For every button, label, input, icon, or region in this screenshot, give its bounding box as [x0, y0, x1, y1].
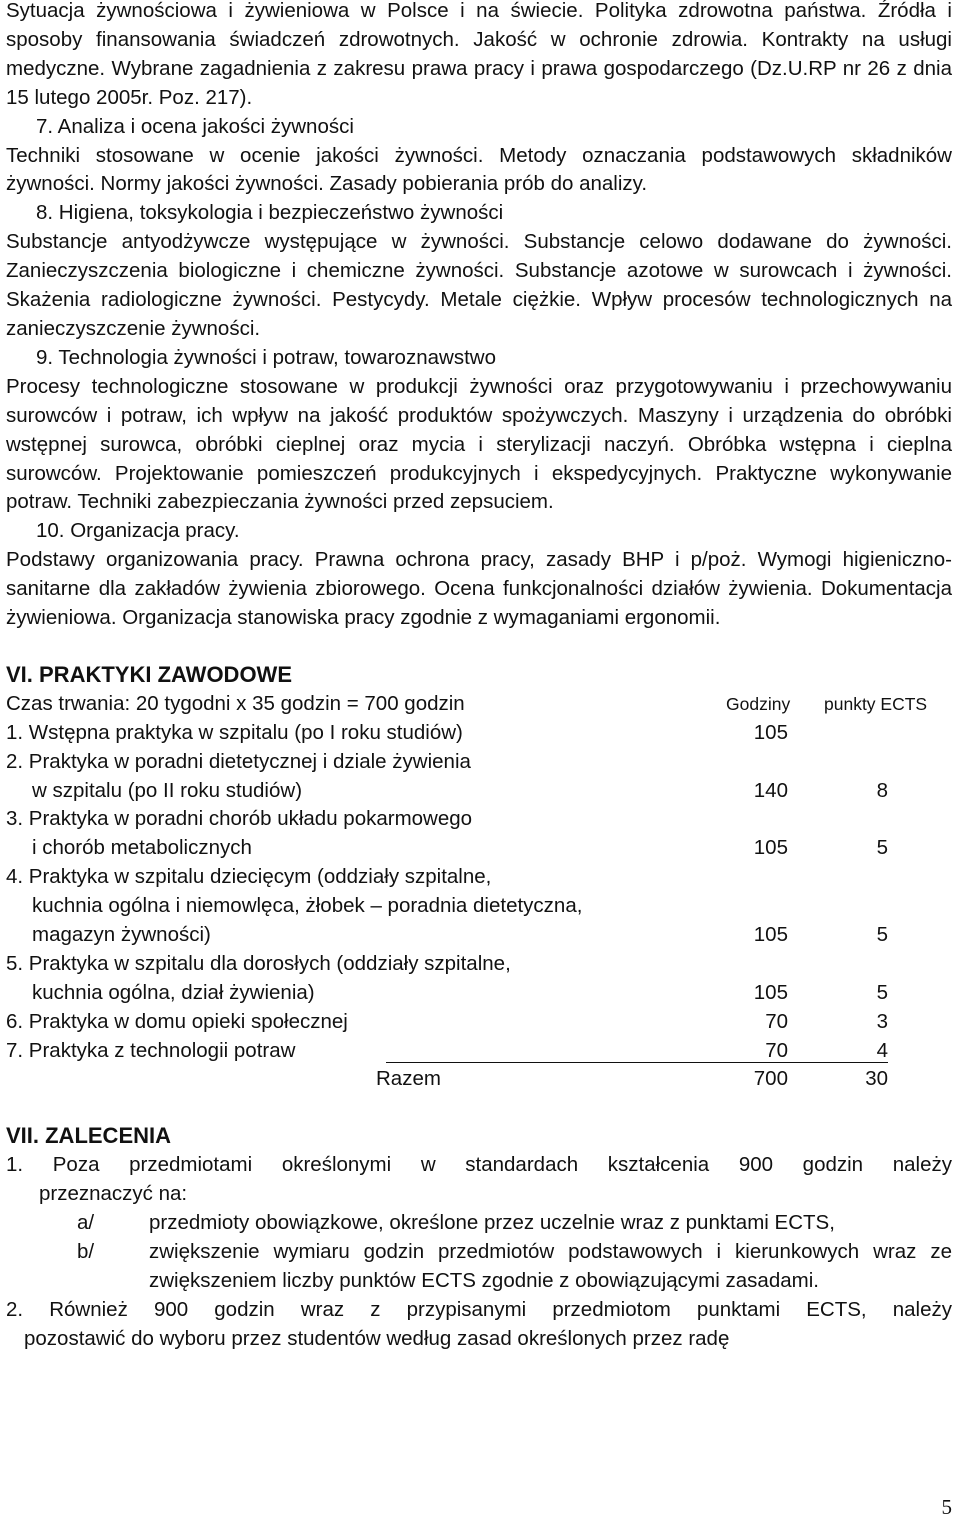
rec-2-lead: 2. Również 900 godzin wraz z przypisanymi przedmiotom punktami ECTS, należy: [6, 1297, 952, 1321]
practice-hours: 105: [753, 836, 788, 860]
practice-row-cont: [6, 892, 952, 921]
section-10-title: 10. Organizacja pracy.: [36, 519, 240, 543]
practice-row: [6, 1008, 952, 1037]
practice-row: [6, 950, 952, 979]
practice-label-cont: w szpitalu (po II roku studiów): [32, 778, 303, 802]
practice-label-cont: magazyn żywności): [32, 922, 211, 946]
practice-hours: 105: [753, 720, 788, 744]
recommendations-heading: VII. ZALECENIA: [6, 1123, 172, 1149]
practice-hours: 70: [765, 1009, 788, 1033]
section-9-body: Procesy technologiczne stosowane w produkcji żywności oraz przygotowywaniu i przechowywaniu surowców i potraw, ich wpływ na jakość produktów spożywczych. Maszyny i urządzenia do obróbki wstępnej surowca, obróbki cieplnej oraz mycia i sterylizacji naczyń. Obróbka wstępna i cieplna surowców. Projektowanie pomieszczeń produkcyjnych i ekspedycyjnych. Praktyczne wykonywanie potraw. Techniki zabezpieczania żywności przed zepsuciem.: [6, 374, 952, 514]
rec-1-b-key: b/: [77, 1239, 95, 1263]
practice-heading: VI. PRAKTYKI ZAWODOWE: [6, 661, 292, 687]
practice-label: 5. Praktyka w szpitalu dla dorosłych (oddziały szpitalne,: [6, 951, 511, 975]
practice-label-cont: kuchnia ogólna, dział żywienia): [32, 980, 315, 1004]
practice-ects: 5: [876, 836, 888, 860]
practice-label: 2. Praktyka w poradni dietetycznej i dziale żywienia: [6, 749, 471, 773]
practice-duration: Czas trwania: 20 tygodni x 35 godzin = 700 godzin: [6, 691, 465, 715]
rec-1-b: [6, 1238, 952, 1296]
practice-ects: 3: [876, 1009, 888, 1033]
section-8-title: 8. Higiena, toksykologia i bezpieczeństwo żywności: [36, 201, 504, 225]
rec-1-a-key: a/: [77, 1211, 95, 1235]
practice-hours: 105: [753, 922, 788, 946]
practice-hours: 70: [765, 1038, 788, 1062]
practice-hours: 140: [753, 778, 788, 802]
practice-row-cont: [6, 921, 952, 950]
practice-row: [6, 748, 952, 777]
column-ects-header: punkty ECTS: [824, 693, 928, 714]
practice-row: [6, 719, 952, 748]
total-label: Razem: [376, 1067, 441, 1091]
practice-label: 3. Praktyka w poradni chorób układu pokarmowego: [6, 807, 473, 831]
rec-2-cont: pozostawić do wyboru przez studentów według zasad określonych przez radę: [24, 1326, 730, 1350]
intro-paragraph: Sytuacja żywnościowa i żywieniowa w Polsce i na świecie. Polityka zdrowotna państwa. Źródła i sposoby finansowania świadczeń zdrowotnych. Jakość w ochronie zdrowia. Kontrakty na usługi medyczne. Wybrane zagadnienia z zakresu prawa pracy i prawa gospodarczego (Dz.U.RP nr 26 z dnia 15 lutego 2005r. Poz. 217).: [6, 0, 952, 109]
rec-1-a: [6, 1209, 952, 1238]
practice-row: [6, 863, 952, 892]
practice-ects: 5: [876, 980, 888, 1004]
practice-row: [6, 1037, 952, 1066]
section-7-title: 7. Analiza i ocena jakości żywności: [36, 114, 354, 138]
recommendations-list: [6, 1151, 952, 1353]
practice-ects: 4: [876, 1038, 888, 1062]
rec-1-cont: przeznaczyć na:: [39, 1182, 188, 1206]
practice-label: 4. Praktyka w szpitalu dziecięcym (oddziały szpitalne,: [6, 865, 492, 889]
rec-1-lead: 1. Poza przedmiotami określonymi w standardach kształcenia 900 godzin należy: [6, 1153, 952, 1177]
total-hours: 700: [753, 1067, 788, 1091]
sum-underline: [386, 1062, 888, 1063]
total-ects: 30: [865, 1067, 888, 1091]
practice-table: [6, 690, 952, 1094]
practice-label: 1. Wstępna praktyka w szpitalu (po I roku studiów): [6, 720, 463, 744]
section-10-body: Podstawy organizowania pracy. Prawna ochrona pracy, zasady BHP i p/poż. Wymogi higieniczno-sanitarne dla zakładów żywienia zbiorowego. Ocena funkcjonalności działów żywienia. Dokumentacja żywieniowa. Organizacja stanowiska pracy zgodnie z wymaganiami ergonomii.: [6, 548, 952, 630]
practice-label: 7. Praktyka z technologii potraw: [6, 1038, 296, 1062]
practice-label: 6. Praktyka w domu opieki społecznej: [6, 1009, 348, 1033]
document-page: [6, 0, 952, 1354]
section-9-title: 9. Technologia żywności i potraw, towaroznawstwo: [36, 345, 496, 369]
section-8-body: Substancje antyodżywcze występujące w żywności. Substancje celowo dodawane do żywności. Zanieczyszczenia biologiczne i chemiczne żywności. Substancje azotowe w surowcach i żywności. Skażenia radiologiczne żywności. Pestycydy. Metale ciężkie. Wpływ procesów technologicznych na zanieczyszczenie żywności.: [6, 230, 952, 340]
rec-1-a-text: przedmioty obowiązkowe, określone przez uczelnie wraz z punktami ECTS,: [149, 1211, 835, 1235]
rec-1-b-text: zwiększenie wymiaru godzin przedmiotów podstawowych i kierunkowych wraz ze zwiększeniem liczby punktów ECTS zgodnie z obowiązującymi zasadami.: [149, 1239, 952, 1292]
page-number: 5: [941, 1495, 952, 1520]
column-hours-header: Godziny: [726, 693, 791, 714]
practice-row: [6, 805, 952, 834]
section-7-body: Techniki stosowane w ocenie jakości żywności. Metody oznaczania podstawowych składników żywności. Normy jakości żywności. Zasady pobierania prób do analizy.: [6, 143, 952, 196]
practice-ects: 8: [876, 778, 888, 802]
practice-total-row: [6, 1065, 952, 1094]
practice-row-cont: [6, 777, 952, 806]
practice-ects: 5: [876, 922, 888, 946]
practice-row-cont: [6, 979, 952, 1008]
practice-row-cont: [6, 834, 952, 863]
practice-hours: 105: [753, 980, 788, 1004]
practice-label-cont: kuchnia ogólna i niemowlęca, żłobek – poradnia dietetyczna,: [32, 894, 583, 918]
practice-header-row: [6, 690, 952, 719]
practice-label-cont: i chorób metabolicznych: [32, 836, 252, 860]
